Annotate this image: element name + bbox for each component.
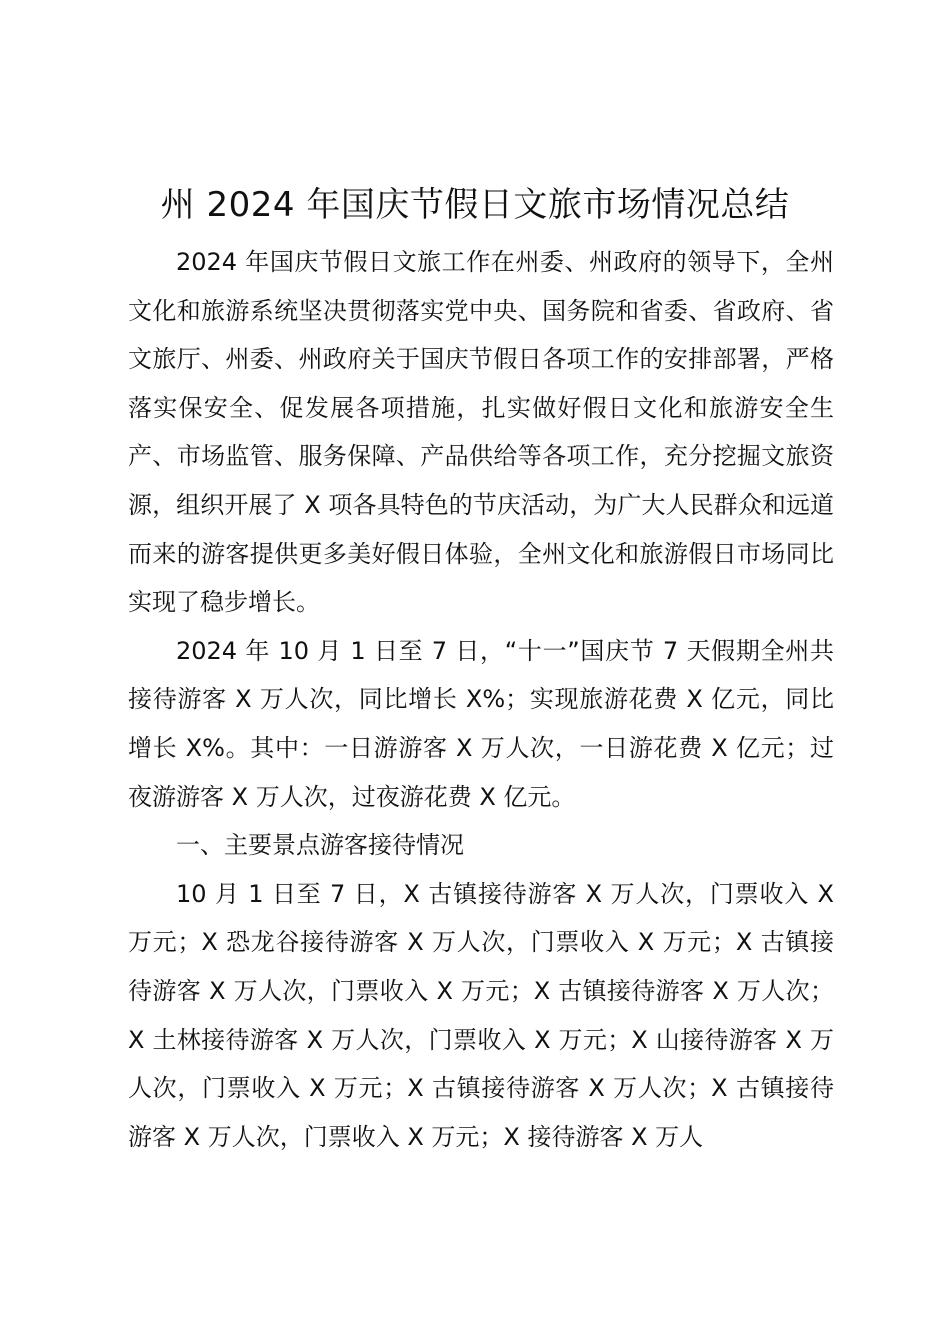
paragraph-statistics: 2024 年 10 月 1 日至 7 日，“十一”国庆节 7 天假期全州共接待游客 X 万人次，同比增长 X%；实现旅游花费 X 亿元，同比增长 X%。其中：一日游游客 X 万人次，一日游花费 X 亿元；过夜游游客 X 万人次，过夜游花费 X 亿元。 bbox=[128, 636, 834, 811]
paragraph-scenic-spots: 10 月 1 日至 7 日，X 古镇接待游客 X 万人次，门票收入 X 万元；X 恐龙谷接待游客 X 万人次，门票收入 X 万元；X 古镇接待游客 X 万人次，门票收入 X 万元；X 古镇接待游客 X 万人次；X 土林接待游客 X 万人次，门票收入 X 万元；X 山接待游客 X 万人次，门票收入 X 万元；X 古镇接待游客 X 万人次；X 古镇接待游客 X 万人次，门票收入 X 万元；X 接待游客 X 万人 bbox=[128, 879, 834, 1151]
section-heading: 一、主要景点游客接待情况 bbox=[176, 831, 464, 860]
paragraph-intro: 2024 年国庆节假日文旅工作在州委、州政府的领导下，全州文化和旅游系统坚决贯彻落实党中央、国务院和省委、省政府、省文旅厅、州委、州政府关于国庆节假日各项工作的安排部署，严格落实保安全、促发展各项措施，扎实做好假日文化和旅游安全生产、市场监管、服务保障、产品供给等各项工作，充分挖掘文旅资源，组织开展了 X 项各具特色的节庆活动，为广大人民群众和远道而来的游客提供更多美好假日体验，全州文化和旅游假日市场同比实现了稳步增长。 bbox=[128, 248, 834, 617]
document-body bbox=[128, 238, 834, 1161]
document-title: 州 2024 年国庆节假日文旅市场情况总结 bbox=[160, 185, 790, 225]
